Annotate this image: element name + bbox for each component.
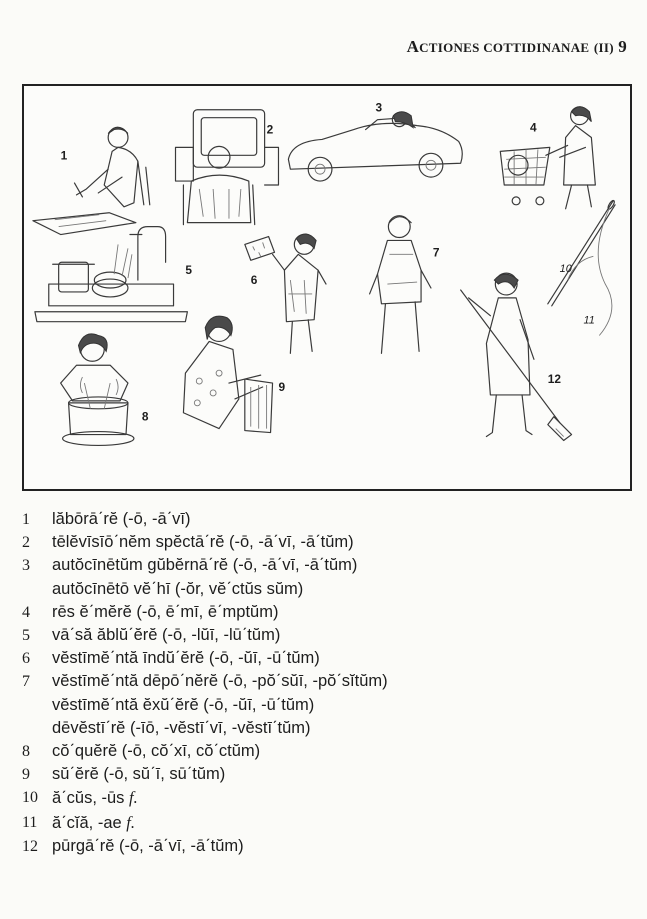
chapter-title: CTIONES COTTIDINANAE: [419, 40, 590, 55]
scene-label-6: 6: [250, 273, 258, 288]
person-pushing-shopping-cart-icon: [500, 107, 595, 209]
vocabulary-item: [22, 601, 622, 624]
person-sweeping-icon: [461, 273, 572, 440]
illustration: [24, 86, 630, 489]
vocabulary-text: pūrgāˊrĕ (-ō, -āˊvī, -āˊtŭm): [52, 836, 244, 855]
dishes-in-sink-icon: [35, 227, 187, 322]
vocabulary-text: autŏcīnētō vĕˊhī (-ŏr, vĕˊctŭs sŭm): [52, 579, 304, 598]
vocabulary-number: 11: [22, 813, 38, 831]
vocabulary-item: [22, 811, 622, 835]
vocabulary-number: [22, 694, 52, 717]
vocabulary-item: [22, 786, 622, 810]
vocabulary-item: [22, 694, 622, 717]
vocabulary-text: tēlĕvīsīōˊnĕm spĕctāˊrĕ (-ō, -āˊvī, -āˊtŭm): [52, 533, 354, 552]
chapter-title-initial: A: [406, 37, 420, 56]
vocabulary-list: [22, 508, 622, 858]
person-putting-on-clothes-icon: [245, 234, 326, 353]
page-header: [407, 37, 627, 57]
vocabulary-number: 10: [22, 789, 38, 807]
vocabulary-number: 2: [22, 534, 30, 552]
vocabulary-number: [22, 717, 52, 740]
vocabulary-item: [22, 647, 622, 670]
needle-icon: [548, 200, 616, 306]
vocabulary-item: [22, 531, 622, 554]
illustration-frame: [22, 84, 632, 491]
vocabulary-text: [52, 786, 622, 810]
scene-label-8: 8: [141, 409, 149, 424]
scene-label-9: 9: [278, 379, 286, 394]
vocabulary-number: [22, 578, 52, 601]
vocabulary-number: 12: [22, 837, 38, 855]
person-writing-at-desk-icon: [33, 127, 150, 234]
vocabulary-item: [22, 835, 622, 858]
person-driving-car-icon: [288, 112, 462, 181]
vocabulary-text: vāˊsă ăblŭˊĕrĕ (-ō, -lŭī, -lūˊtŭm): [52, 626, 281, 645]
vocabulary-number: 9: [22, 766, 30, 784]
vocabulary-number: 1: [22, 511, 30, 528]
vocabulary-text: vĕstīmĕˊntă īndŭˊĕrĕ (-ō, -ŭī, -ūˊtŭm): [52, 649, 320, 668]
vocabulary-item: [22, 670, 622, 693]
vocabulary-text: sŭˊĕrĕ (-ō, sŭˊī, sūˊtŭm): [52, 765, 226, 784]
vocabulary-number: 7: [22, 673, 30, 691]
vocabulary-text: rēs ĕˊmĕrĕ (-ō, ēˊmī, ēˊmptŭm): [52, 602, 279, 621]
scene-label-3: 3: [375, 100, 383, 115]
scene-label-2: 2: [266, 122, 274, 137]
vocabulary-number: 8: [22, 743, 30, 761]
person-sewing-icon: [183, 316, 272, 432]
person-undressing-icon: [370, 216, 431, 354]
person-watching-television-icon: [176, 110, 279, 225]
page-number: 9: [618, 37, 627, 56]
vocabulary-term: ăˊcŭs, -ūs: [52, 789, 125, 808]
gender-marker: f.: [126, 812, 136, 832]
vocabulary-text: cŏˊquĕrĕ (-ō, cŏˊxī, cŏˊctŭm): [52, 742, 261, 761]
vocabulary-item: [22, 508, 622, 531]
gender-marker: f.: [129, 788, 138, 808]
vocabulary-item: [22, 740, 622, 763]
vocabulary-text: vĕstīmĕˊntă ĕxŭˊĕrĕ (-ō, -ŭī, -ūˊtŭm): [52, 695, 315, 714]
vocabulary-text: dēvĕstīˊrĕ (-īō, -vĕstīˊvī, -vĕstīˊtŭm): [52, 718, 311, 737]
vocabulary-number: 4: [22, 603, 30, 621]
vocabulary-number: 3: [22, 557, 30, 575]
vocabulary-item: [22, 554, 622, 577]
scene-label-4: 4: [529, 120, 537, 135]
scene-label-5: 5: [185, 263, 193, 278]
scene-label-7: 7: [432, 245, 440, 260]
chapter-part: (II): [593, 40, 614, 55]
scene-label-12: 12: [547, 372, 562, 387]
vocabulary-item: [22, 624, 622, 647]
vocabulary-text: autŏcīnētŭm gŭbĕrnāˊrĕ (-ō, -āˊvī, -āˊtŭm): [52, 556, 358, 575]
scene-label-11: 11: [583, 314, 595, 327]
vocabulary-text: vĕstīmĕˊntă dēpōˊnĕrĕ (-ō, -pŏˊsŭī, -pŏˊsĭtŭm): [52, 672, 388, 691]
scene-label-1: 1: [60, 148, 68, 163]
vocabulary-item: [22, 763, 622, 786]
vocabulary-term: ăˊcĭă, -ae: [52, 813, 122, 832]
vocabulary-text: [52, 811, 622, 835]
vocabulary-item: [22, 578, 622, 601]
vocabulary-number: 5: [22, 627, 30, 645]
person-cooking-pot-icon: [61, 334, 134, 446]
vocabulary-text: lăbōrāˊrĕ (-ō, -āˊvī): [52, 510, 191, 528]
scene-label-10: 10: [559, 263, 572, 276]
vocabulary-item: [22, 717, 622, 740]
vocabulary-number: 6: [22, 650, 30, 668]
